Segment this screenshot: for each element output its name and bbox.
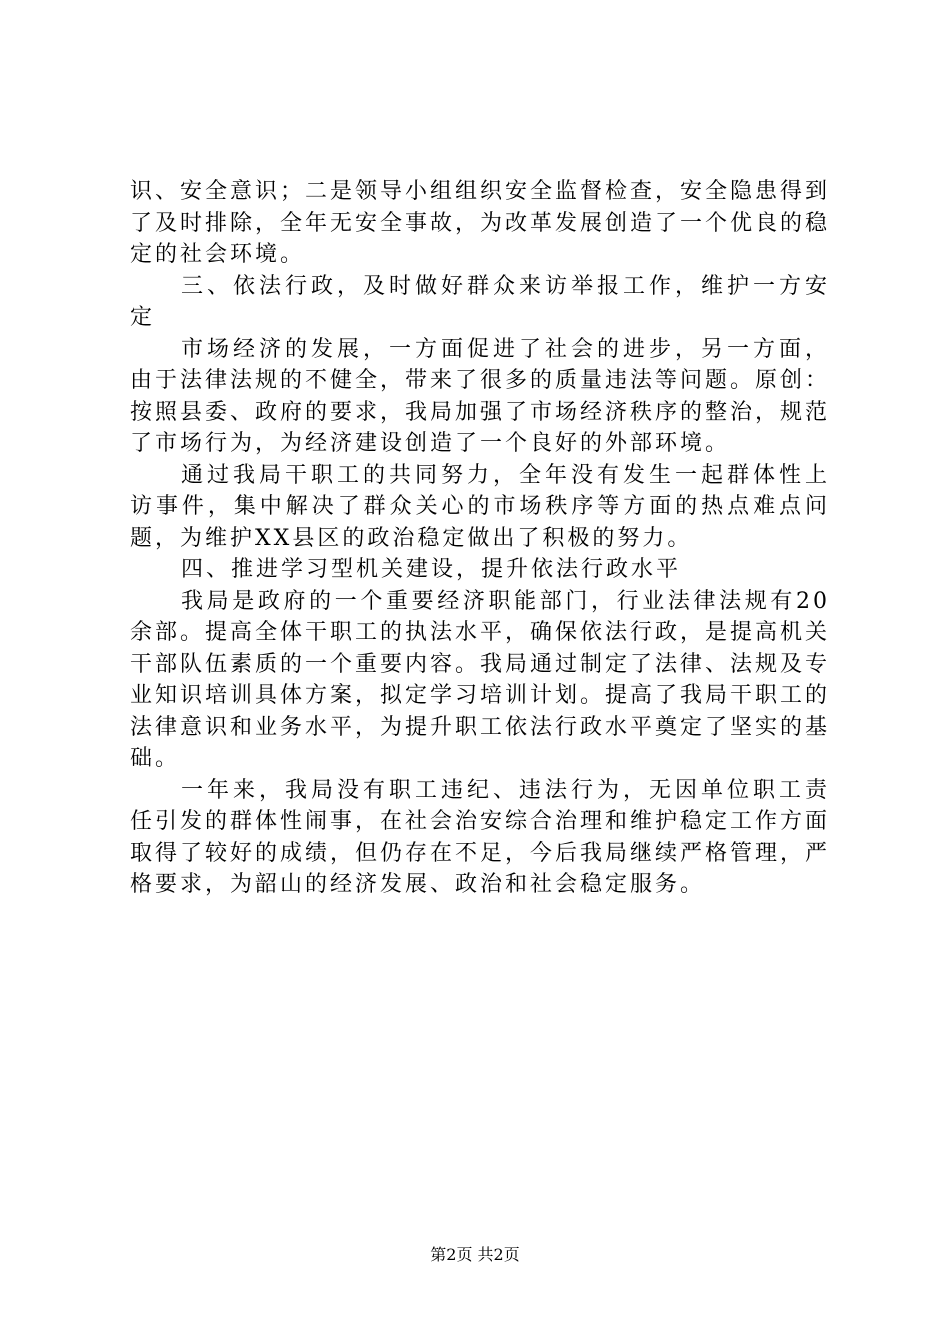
page-number-label: 第2页 共2页 <box>430 1245 520 1264</box>
paragraph-4: 我局是政府的一个重要经济职能部门，行业法律法规有20余部。提高全体干职工的执法水平，确保依法行政，是提高机关干部队伍素质的一个重要内容。我局通过制定了法律、法规及专业知识培训具体方案，拟定学习培训计划。提高了我局干职工的法律意识和业务水平，为提升职工依法行政水平奠定了坚实的基础。 <box>130 588 831 771</box>
paragraph-1: 识、安全意识；二是领导小组组织安全监督检查，安全隐患得到了及时排除，全年无安全事故，为改革发展创造了一个优良的稳定的社会环境。 <box>130 179 831 267</box>
paragraph-5: 一年来，我局没有职工违纪、违法行为，无因单位职工责任引发的群体性闹事，在社会治安综合治理和维护稳定工作方面取得了较好的成绩，但仍存在不足，今后我局继续严格管理，严格要求，为韶山的经济发展、政治和社会稳定服务。 <box>130 777 831 897</box>
page-footer <box>0 1245 950 1265</box>
section-heading-3: 三、依法行政，及时做好群众来访举报工作，维护一方安定 <box>130 273 830 330</box>
section-heading-4: 四、推进学习型机关建设，提升依法行政水平 <box>181 557 682 582</box>
paragraph-2: 市场经济的发展，一方面促进了社会的进步，另一方面，由于法律法规的不健全，带来了很多的质量违法等问题。原创：按照县委、政府的要求，我局加强了市场经济秩序的整治，规范了市场行为，为经济建设创造了一个良好的外部环境。 <box>130 336 831 456</box>
paragraph-3: 通过我局干职工的共同努力，全年没有发生一起群体性上访事件，集中解决了群众关心的市场秩序等方面的热点难点问题，为维护XX县区的政治稳定做出了积极的努力。 <box>130 462 830 551</box>
document-body <box>130 176 830 901</box>
